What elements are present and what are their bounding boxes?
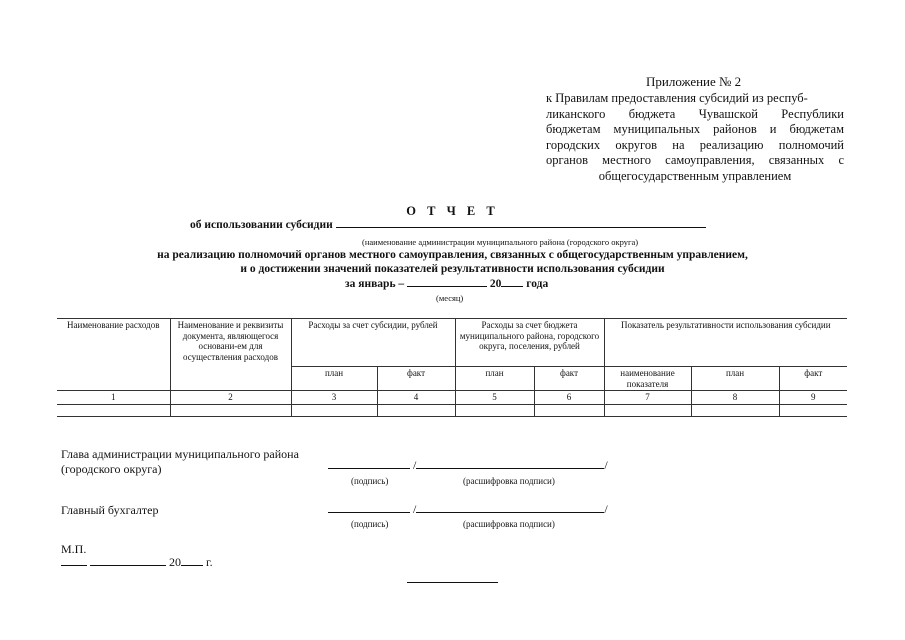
decoding-note: (расшифровка подписи): [463, 519, 555, 529]
report-table: [57, 318, 847, 417]
column-number: 5: [455, 391, 534, 405]
signature-note: (подпись): [351, 519, 389, 529]
subsidy-line: [190, 219, 706, 231]
stamp-place: М.П.: [61, 542, 87, 556]
appendix-line: городских округов на реализацию полномочий: [546, 137, 844, 152]
header-expenses-name: Наименование расходов: [57, 319, 170, 391]
appendix-text: [546, 91, 844, 185]
head-title-line-2: (городского округа): [61, 462, 162, 476]
signature-note: (подпись): [351, 476, 389, 486]
column-number: 2: [170, 391, 291, 405]
column-number: 7: [604, 391, 691, 405]
subheader-indicator-name: наименование показателя: [604, 367, 691, 391]
signature-blank: [328, 468, 410, 469]
subsidy-note: (наименование администрации муниципального района (городского округа): [362, 237, 639, 247]
appendix-line: бюджетам муниципальных районов и бюджетам: [546, 122, 844, 137]
subsidy-prefix: об использовании субсидии: [190, 219, 333, 231]
subheader-plan: план: [455, 367, 534, 391]
report-title: О Т Ч Е Т: [406, 204, 499, 218]
table-row: [57, 404, 847, 416]
period-prefix: за январь –: [345, 278, 405, 290]
subheader-plan: план: [291, 367, 377, 391]
decoding-blank: [416, 512, 604, 513]
header-budget-expenses: Расходы за счет бюджета муниципального района, городского округа, поселения, рублей: [455, 319, 604, 367]
footer-divider: [407, 582, 498, 583]
month-blank: [90, 565, 166, 566]
day-blank: [61, 565, 87, 566]
subheader-fact: факт: [534, 367, 604, 391]
header-subsidy-expenses: Расходы за счет субсидии, рублей: [291, 319, 455, 367]
date-suffix: г.: [206, 555, 213, 569]
column-number: 9: [779, 391, 847, 405]
appendix-line: общегосударственным управлением: [598, 168, 792, 183]
header-document: Наименование и реквизиты документа, являющегося основани-ем для осуществления расходов: [170, 319, 291, 391]
appendix-line: ликанского бюджета Чувашской Республики: [546, 106, 844, 121]
purpose-line-1: на реализацию полномочий органов местного самоуправления, связанных с общегосударственным управлением,: [157, 249, 748, 261]
subheader-fact: факт: [779, 367, 847, 391]
period-line: [345, 278, 548, 290]
year-blank: [501, 286, 523, 287]
header-indicator: Показатель результативности использования субсидии: [604, 319, 847, 367]
period-suffix: года: [526, 278, 549, 290]
appendix-line: органов местного самоуправления, связанных с: [546, 153, 844, 168]
head-title-line-1: Глава администрации муниципального района: [61, 447, 299, 461]
column-number: 8: [691, 391, 779, 405]
month-blank: [407, 286, 487, 287]
decoding-blank: [416, 468, 604, 469]
period-year: 20: [489, 278, 502, 290]
purpose-line-2: и о достижении значений показателей результативности использования субсидии: [240, 263, 665, 275]
head-title: [61, 447, 299, 477]
subsidy-blank: [336, 227, 706, 228]
subheader-fact: факт: [377, 367, 455, 391]
head-signature-lines: / /: [328, 458, 608, 473]
appendix-line: к Правилам предоставления субсидий из респуб-: [546, 91, 808, 105]
subheader-plan: план: [691, 367, 779, 391]
signature-blank: [328, 512, 410, 513]
column-number: 6: [534, 391, 604, 405]
appendix-title: Приложение № 2: [646, 74, 742, 89]
accountant-signature-lines: / /: [328, 502, 608, 517]
year-blank: [181, 565, 203, 566]
accountant-title: Главный бухгалтер: [61, 503, 159, 517]
date-year: 20: [169, 555, 181, 569]
column-number: 3: [291, 391, 377, 405]
column-number: 4: [377, 391, 455, 405]
month-note: (месяц): [436, 293, 464, 303]
column-number: 1: [57, 391, 170, 405]
decoding-note: (расшифровка подписи): [463, 476, 555, 486]
date-line: [61, 555, 213, 570]
